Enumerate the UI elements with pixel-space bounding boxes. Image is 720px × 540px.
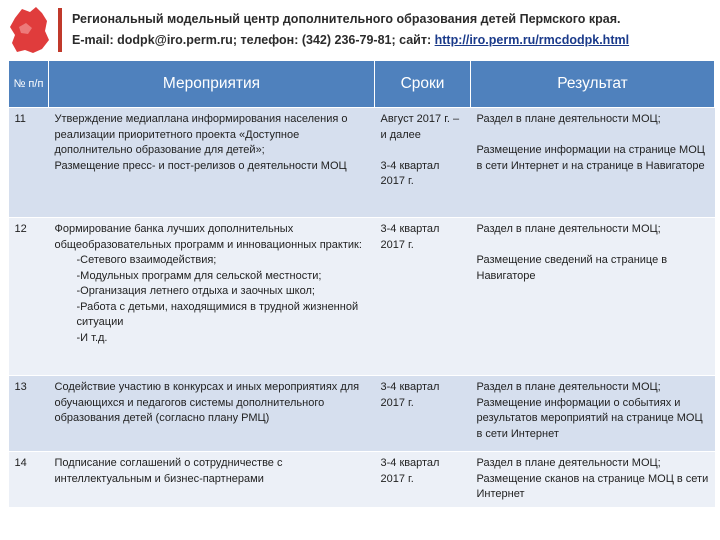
- row-terms: [375, 108, 471, 218]
- header-contacts: [72, 33, 629, 47]
- header-title: Региональный модельный центр дополнительного образования детей Пермского края.: [72, 12, 621, 26]
- event-list-item: -Работа с детьми, находящимися в трудной жизненной ситуации: [76, 300, 359, 328]
- event-list-item: -И т.д.: [76, 331, 108, 344]
- column-header-terms: Сроки: [375, 61, 471, 108]
- result-item: Размещение сведений на странице в Навигаторе: [476, 254, 668, 282]
- row-terms: 3-4 квартал 2017 г.: [375, 452, 471, 508]
- header-accent-bar: [58, 8, 62, 52]
- row-events: Содействие участию в конкурсах и иных мероприятиях для обучающихся и педагогов системы дополнительного образования детей (согласно плану РМЦ): [49, 376, 375, 452]
- row-number: 11: [9, 108, 49, 218]
- events-table: [8, 60, 715, 508]
- column-header-num: № п/п: [9, 61, 49, 108]
- row-events: [49, 218, 375, 376]
- row-events: [49, 108, 375, 218]
- result-item: Раздел в плане деятельности МОЦ;: [476, 223, 661, 235]
- row-result: [471, 108, 715, 218]
- row-number: 13: [9, 376, 49, 452]
- table-row: [9, 218, 715, 376]
- event-list-item: -Модульных программ для сельской местности;: [76, 269, 322, 282]
- row-number: 14: [9, 452, 49, 508]
- column-header-events: Мероприятия: [49, 61, 375, 108]
- site-link[interactable]: http://iro.perm.ru/rmcdodpk.html: [434, 33, 630, 47]
- row-result: Раздел в плане деятельности МОЦ; Размещение сканов на странице МОЦ в сети Интернет: [471, 452, 715, 508]
- page-header: [0, 0, 720, 58]
- event-item: Размещение пресс- и пост-релизов о деятельности МОЦ: [54, 159, 347, 172]
- term-item: Август 2017 г. – и далее: [380, 113, 460, 141]
- event-list-item: -Сетевого взаимодействия;: [76, 254, 217, 266]
- contacts-text: E-mail: dodpk@iro.perm.ru; телефон: (342) 236-79-81; сайт:: [72, 33, 435, 47]
- row-number: 12: [9, 218, 49, 376]
- table-header-row: [9, 61, 715, 108]
- column-header-result: Результат: [471, 61, 715, 108]
- result-item: Размещение информации на странице МОЦ в сети Интернет и на странице в Навигаторе: [476, 144, 705, 172]
- table-row: [9, 452, 715, 508]
- perm-krai-map-icon: [6, 4, 52, 56]
- event-item: Формирование банка лучших дополнительных общеобразовательных программ и инновационных практик:: [54, 223, 362, 251]
- row-result: [471, 218, 715, 376]
- row-events: Подписание соглашений о сотрудничестве с интеллектуальным и бизнес-партнерами: [49, 452, 375, 508]
- table-row: [9, 108, 715, 218]
- row-terms: 3-4 квартал 2017 г.: [375, 218, 471, 376]
- row-result: Раздел в плане деятельности МОЦ; Размещение информации о событиях и результатов мероприятий на странице МОЦ в сети Интернет: [471, 376, 715, 452]
- event-list-item: -Организация летнего отдыха и заочных школ;: [76, 285, 315, 297]
- row-terms: 3-4 квартал 2017 г.: [375, 376, 471, 452]
- term-item: 3-4 квартал 2017 г.: [380, 159, 440, 187]
- result-item: Раздел в плане деятельности МОЦ;: [476, 113, 661, 125]
- event-item: Утверждение медиаплана информирования населения о реализации приоритетного проекта «Доступное дополнительно образование для детей»;: [54, 113, 348, 156]
- table-row: [9, 376, 715, 452]
